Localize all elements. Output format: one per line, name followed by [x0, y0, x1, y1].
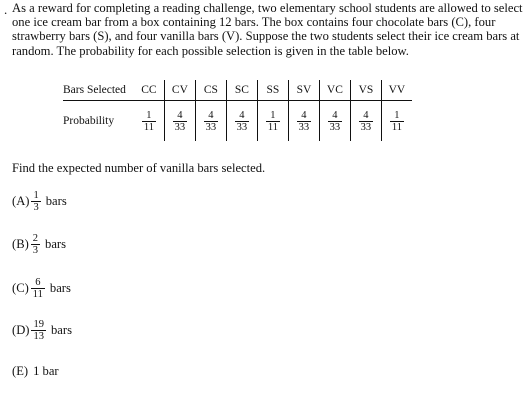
fraction-denominator: 13 — [33, 331, 44, 342]
probability-cell — [226, 101, 257, 142]
column-header: CS — [195, 80, 226, 101]
fraction-denominator: 33 — [360, 121, 372, 133]
choice-unit: bars — [49, 281, 71, 295]
choice-fraction — [31, 233, 40, 256]
answer-choice-b[interactable] — [12, 233, 66, 256]
choice-fraction — [31, 277, 45, 300]
fraction-numerator: 1 — [394, 109, 400, 121]
bars-selected-label: Bars Selected — [63, 80, 134, 101]
column-header: CV — [164, 80, 195, 101]
fraction-denominator: 3 — [33, 202, 39, 213]
choice-letter: (C) — [12, 281, 29, 295]
answer-choice-a[interactable] — [12, 190, 67, 213]
fraction-denominator: 33 — [236, 121, 248, 133]
answer-choice-c[interactable] — [12, 277, 71, 300]
fraction-numerator: 4 — [239, 109, 245, 121]
probability-label: Probability — [63, 115, 115, 127]
answer-choice-e[interactable] — [12, 364, 59, 379]
probability-table — [63, 80, 412, 141]
table-probability-row — [63, 101, 412, 142]
bullet-mark: . — [4, 2, 8, 17]
column-header: SV — [288, 80, 319, 101]
fraction-denominator: 11 — [143, 121, 154, 133]
fraction-numerator: 4 — [208, 109, 214, 121]
fraction-numerator: 4 — [177, 109, 183, 121]
fraction-denominator: 11 — [267, 121, 278, 133]
choice-letter: (B) — [12, 237, 29, 251]
fraction-numerator: 4 — [332, 109, 338, 121]
probability-cell — [257, 101, 288, 142]
choice-text: 1 bar — [33, 364, 59, 378]
probability-cell — [381, 101, 412, 142]
choice-unit: bars — [50, 323, 72, 337]
fraction-denominator: 33 — [205, 121, 217, 133]
fraction-numerator: 6 — [35, 277, 41, 288]
choice-letter: (A) — [12, 194, 30, 208]
column-header: SC — [226, 80, 257, 101]
choice-letter: (E) — [12, 364, 29, 378]
fraction-numerator: 1 — [270, 109, 276, 121]
choice-fraction — [31, 190, 40, 213]
fraction-denominator: 33 — [174, 121, 186, 133]
answer-choice-d[interactable] — [12, 319, 72, 342]
probability-cell — [164, 101, 195, 142]
probability-cell — [195, 101, 226, 142]
column-header: SS — [257, 80, 288, 101]
fraction-numerator: 1 — [146, 109, 152, 121]
fraction-numerator: 4 — [301, 109, 307, 121]
fraction-denominator: 33 — [329, 121, 341, 133]
fraction-numerator: 1 — [33, 190, 39, 201]
choice-unit: bars — [45, 237, 67, 251]
column-header: VV — [381, 80, 412, 101]
fraction-numerator: 2 — [32, 233, 39, 244]
fraction-numerator: 4 — [363, 109, 369, 121]
problem-intro: As a reward for completing a reading challenge, two elementary school students are allowed to select one ice cream bar from a box containing 12 bars. The box contains four chocolate bars (C), four strawberry bars (S), and four vanilla bars (V). Suppose the two students select their ice cream bars at random. The probability for each possible selection is given in the table below. — [12, 1, 523, 58]
fraction-numerator: 19 — [33, 319, 44, 330]
fraction-denominator: 11 — [391, 121, 402, 133]
probability-cell — [288, 101, 319, 142]
probability-cell — [350, 101, 381, 142]
table-header-row — [63, 80, 412, 101]
column-header: VC — [319, 80, 350, 101]
choice-unit: bars — [45, 194, 67, 208]
fraction-denominator: 3 — [32, 245, 39, 256]
probability-cell — [319, 101, 350, 142]
column-header: CC — [134, 80, 165, 101]
fraction-denominator: 33 — [298, 121, 310, 133]
question-text: Find the expected number of vanilla bars selected. — [12, 161, 266, 175]
probability-cell — [134, 101, 165, 142]
choice-fraction — [31, 319, 46, 342]
fraction-denominator: 11 — [32, 289, 43, 300]
choice-letter: (D) — [12, 323, 30, 337]
column-header: VS — [350, 80, 381, 101]
